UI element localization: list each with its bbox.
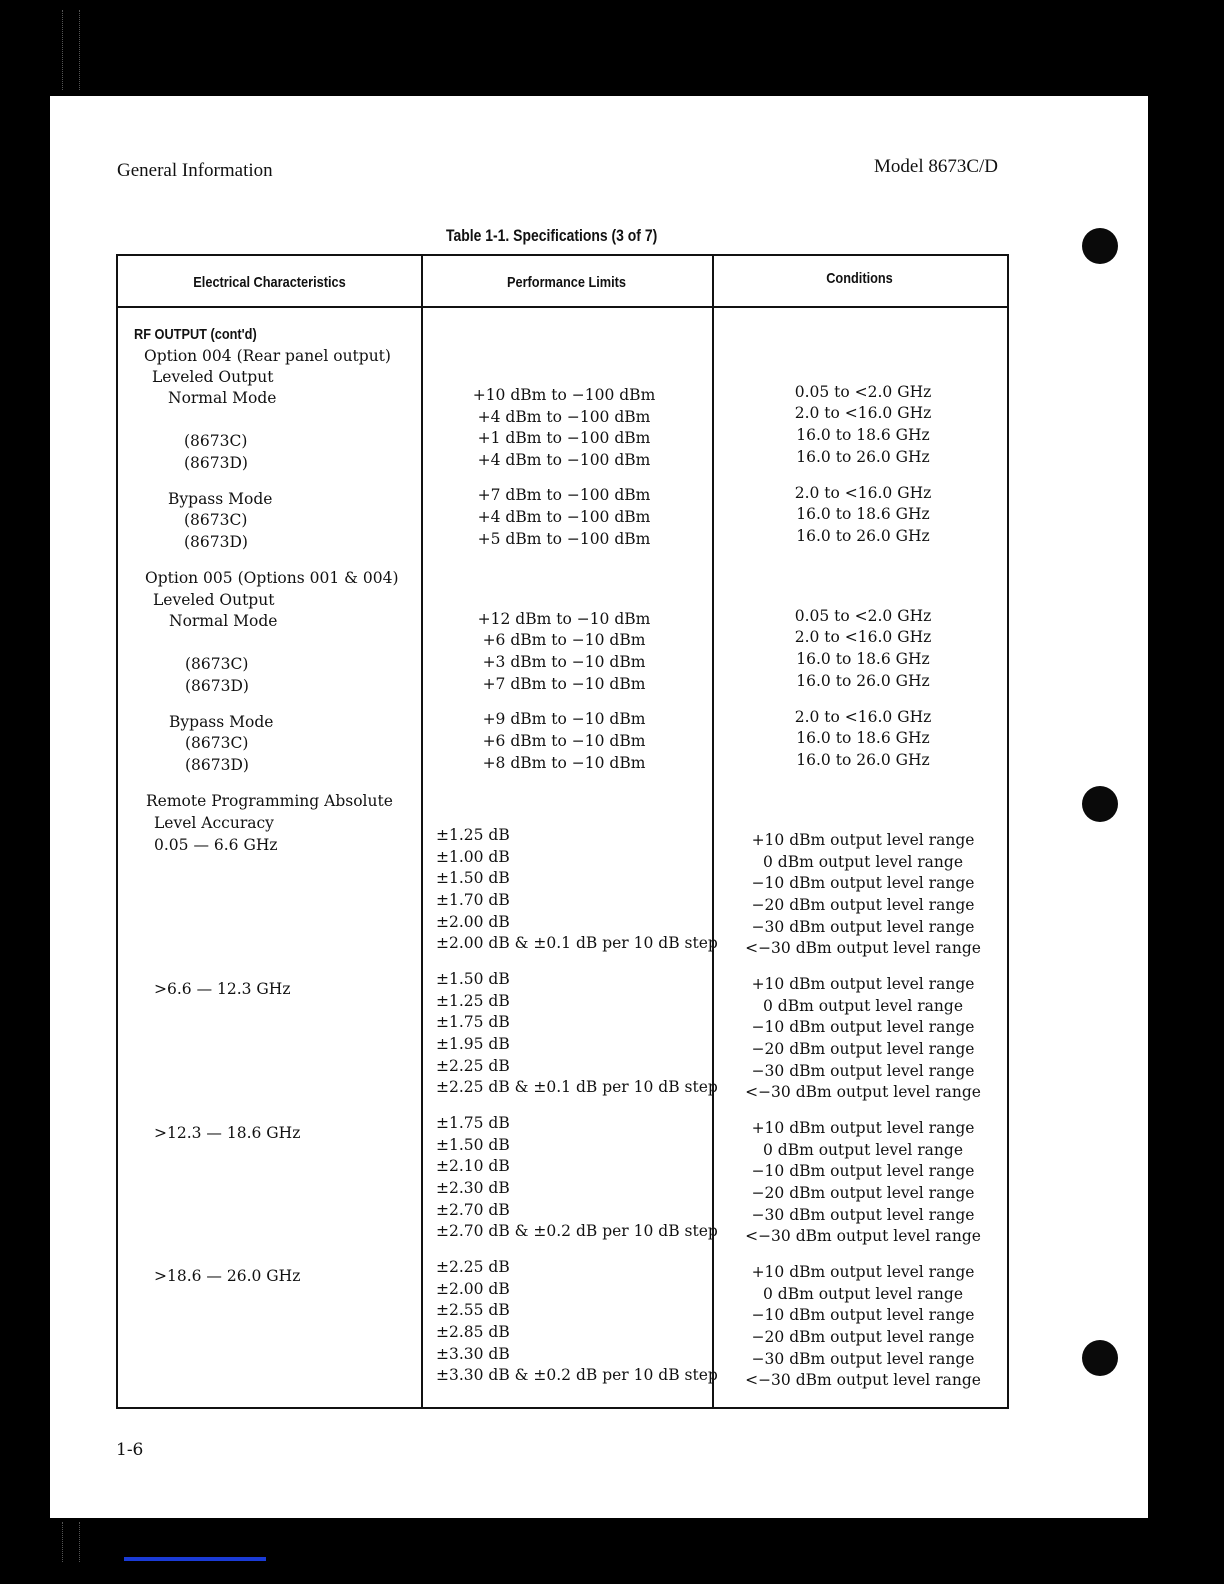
accuracy-row: ±1.75 dB xyxy=(436,1114,510,1132)
condition-row: 16.0 to 18.6 GHz xyxy=(796,426,930,444)
condition-row: +10 dBm output level range xyxy=(751,975,975,993)
condition-row: 16.0 to 18.6 GHz xyxy=(796,729,930,747)
condition-row: −10 dBm output level range xyxy=(751,874,975,892)
model-d-label: (8673D) xyxy=(184,454,248,472)
table-title: Table 1-1. Specifications (3 of 7) xyxy=(446,226,658,245)
punch-hole-middle xyxy=(1082,786,1118,822)
condition-row: +10 dBm output level range xyxy=(751,1119,975,1137)
option-004-label: Option 004 (Rear panel output) xyxy=(144,347,391,365)
punch-hole-top xyxy=(1082,228,1118,264)
condition-row: −20 dBm output level range xyxy=(751,1184,975,1202)
condition-row: −20 dBm output level range xyxy=(751,1328,975,1346)
frequency-band-1: 0.05 — 6.6 GHz xyxy=(154,836,278,854)
limit-row: +7 dBm to −100 dBm xyxy=(477,486,651,504)
accuracy-row: ±1.50 dB xyxy=(436,970,510,988)
limit-row: +8 dBm to −10 dBm xyxy=(482,754,646,772)
punch-hole-bottom xyxy=(1082,1340,1118,1376)
limit-row: +6 dBm to −10 dBm xyxy=(482,631,646,649)
model-c-label: (8673C) xyxy=(184,432,248,450)
binding-marks-top xyxy=(62,10,80,90)
condition-row: <−30 dBm output level range xyxy=(745,1371,981,1389)
condition-row: <−30 dBm output level range xyxy=(745,1227,981,1245)
normal-mode-label: Normal Mode xyxy=(169,612,278,630)
limit-row: +4 dBm to −100 dBm xyxy=(477,408,651,426)
condition-row: <−30 dBm output level range xyxy=(745,939,981,957)
bypass-mode-label: Bypass Mode xyxy=(169,713,274,731)
accuracy-row: ±2.00 dB xyxy=(436,913,510,931)
remote-programming-label: Remote Programming Absolute xyxy=(146,792,393,810)
condition-row: 16.0 to 26.0 GHz xyxy=(796,527,930,545)
limit-row: +4 dBm to −100 dBm xyxy=(477,508,651,526)
column-header-limits: Performance Limits xyxy=(506,274,627,291)
bypass-mode-label: Bypass Mode xyxy=(168,490,273,508)
model-c-label: (8673C) xyxy=(185,734,249,752)
accuracy-row: ±2.70 dB & ±0.2 dB per 10 dB step xyxy=(436,1222,718,1240)
condition-row: 16.0 to 18.6 GHz xyxy=(796,650,930,668)
accuracy-row: ±2.25 dB xyxy=(436,1057,510,1075)
condition-row: −10 dBm output level range xyxy=(751,1018,975,1036)
level-accuracy-label: Level Accuracy xyxy=(154,814,274,832)
condition-row: −10 dBm output level range xyxy=(751,1306,975,1324)
accuracy-row: ±2.55 dB xyxy=(436,1301,510,1319)
condition-row: 16.0 to 26.0 GHz xyxy=(796,672,930,690)
accuracy-row: ±2.25 dB xyxy=(436,1258,510,1276)
model-c-label: (8673C) xyxy=(185,655,249,673)
condition-row: −20 dBm output level range xyxy=(751,1040,975,1058)
condition-row: 0 dBm output level range xyxy=(762,853,963,871)
condition-row: 2.0 to <16.0 GHz xyxy=(794,484,932,502)
condition-row: −30 dBm output level range xyxy=(751,1062,975,1080)
limit-row: +3 dBm to −10 dBm xyxy=(482,653,646,671)
model-d-label: (8673D) xyxy=(185,677,249,695)
frequency-band-2: >6.6 — 12.3 GHz xyxy=(154,980,291,998)
condition-row: −30 dBm output level range xyxy=(751,918,975,936)
accuracy-row: ±2.10 dB xyxy=(436,1157,510,1175)
accuracy-row: ±2.85 dB xyxy=(436,1323,510,1341)
condition-row: +10 dBm output level range xyxy=(751,1263,975,1281)
condition-row: 16.0 to 26.0 GHz xyxy=(796,751,930,769)
document-page xyxy=(50,96,1148,1518)
condition-row: −30 dBm output level range xyxy=(751,1350,975,1368)
condition-row: −20 dBm output level range xyxy=(751,896,975,914)
header-model: Model 8673C/D xyxy=(874,156,999,177)
condition-row: <−30 dBm output level range xyxy=(745,1083,981,1101)
limit-row: +7 dBm to −10 dBm xyxy=(482,675,646,693)
accuracy-row: ±1.70 dB xyxy=(436,891,510,909)
limit-row: +10 dBm to −100 dBm xyxy=(472,386,656,404)
condition-row: 2.0 to <16.0 GHz xyxy=(794,628,932,646)
accuracy-row: ±2.30 dB xyxy=(436,1179,510,1197)
binding-marks-bottom xyxy=(62,1522,80,1562)
limit-row: +12 dBm to −10 dBm xyxy=(477,610,651,628)
frequency-band-4: >18.6 — 26.0 GHz xyxy=(154,1267,301,1285)
accuracy-row: ±1.25 dB xyxy=(436,826,510,844)
leveled-output-label: Leveled Output xyxy=(152,368,274,386)
accuracy-row: ±1.50 dB xyxy=(436,869,510,887)
column-header-conditions: Conditions xyxy=(826,270,893,287)
normal-mode-label: Normal Mode xyxy=(168,389,277,407)
header-section-title: General Information xyxy=(117,160,273,181)
accuracy-row: ±1.00 dB xyxy=(436,848,510,866)
condition-row: −30 dBm output level range xyxy=(751,1206,975,1224)
accuracy-row: ±2.25 dB & ±0.1 dB per 10 dB step xyxy=(436,1078,718,1096)
limit-row: +4 dBm to −100 dBm xyxy=(477,451,651,469)
accuracy-row: ±2.00 dB xyxy=(436,1280,510,1298)
accuracy-row: ±1.25 dB xyxy=(436,992,510,1010)
scan-edge-mark xyxy=(124,1557,266,1561)
limit-row: +1 dBm to −100 dBm xyxy=(477,429,651,447)
condition-row: 16.0 to 18.6 GHz xyxy=(796,505,930,523)
condition-row: 16.0 to 26.0 GHz xyxy=(796,448,930,466)
frequency-band-3: >12.3 — 18.6 GHz xyxy=(154,1124,301,1142)
section-heading: RF OUTPUT (cont'd) xyxy=(134,326,257,343)
accuracy-row: ±2.70 dB xyxy=(436,1201,510,1219)
accuracy-row: ±3.30 dB xyxy=(436,1345,510,1363)
leveled-output-label: Leveled Output xyxy=(153,591,275,609)
accuracy-row: ±2.00 dB & ±0.1 dB per 10 dB step xyxy=(436,934,718,952)
condition-row: 0 dBm output level range xyxy=(762,1285,963,1303)
limit-row: +9 dBm to −10 dBm xyxy=(482,710,646,728)
accuracy-row: ±3.30 dB & ±0.2 dB per 10 dB step xyxy=(436,1366,718,1384)
limit-row: +6 dBm to −10 dBm xyxy=(482,732,646,750)
accuracy-row: ±1.95 dB xyxy=(436,1035,510,1053)
header-divider xyxy=(118,306,1007,308)
model-d-label: (8673D) xyxy=(185,756,249,774)
condition-row: 0.05 to <2.0 GHz xyxy=(794,607,932,625)
specifications-table xyxy=(116,254,1009,1409)
condition-row: 0 dBm output level range xyxy=(762,997,963,1015)
limit-row: +5 dBm to −100 dBm xyxy=(477,530,651,548)
condition-row: 0.05 to <2.0 GHz xyxy=(794,383,932,401)
condition-row: +10 dBm output level range xyxy=(751,831,975,849)
condition-row: 0 dBm output level range xyxy=(762,1141,963,1159)
model-d-label: (8673D) xyxy=(184,533,248,551)
model-c-label: (8673C) xyxy=(184,511,248,529)
page-number: 1-6 xyxy=(116,1440,144,1460)
column-header-characteristics: Electrical Characteristics xyxy=(193,274,346,291)
accuracy-row: ±1.50 dB xyxy=(436,1136,510,1154)
condition-row: 2.0 to <16.0 GHz xyxy=(794,708,932,726)
option-005-label: Option 005 (Options 001 & 004) xyxy=(145,569,399,587)
accuracy-row: ±1.75 dB xyxy=(436,1013,510,1031)
condition-row: −10 dBm output level range xyxy=(751,1162,975,1180)
condition-row: 2.0 to <16.0 GHz xyxy=(794,404,932,422)
